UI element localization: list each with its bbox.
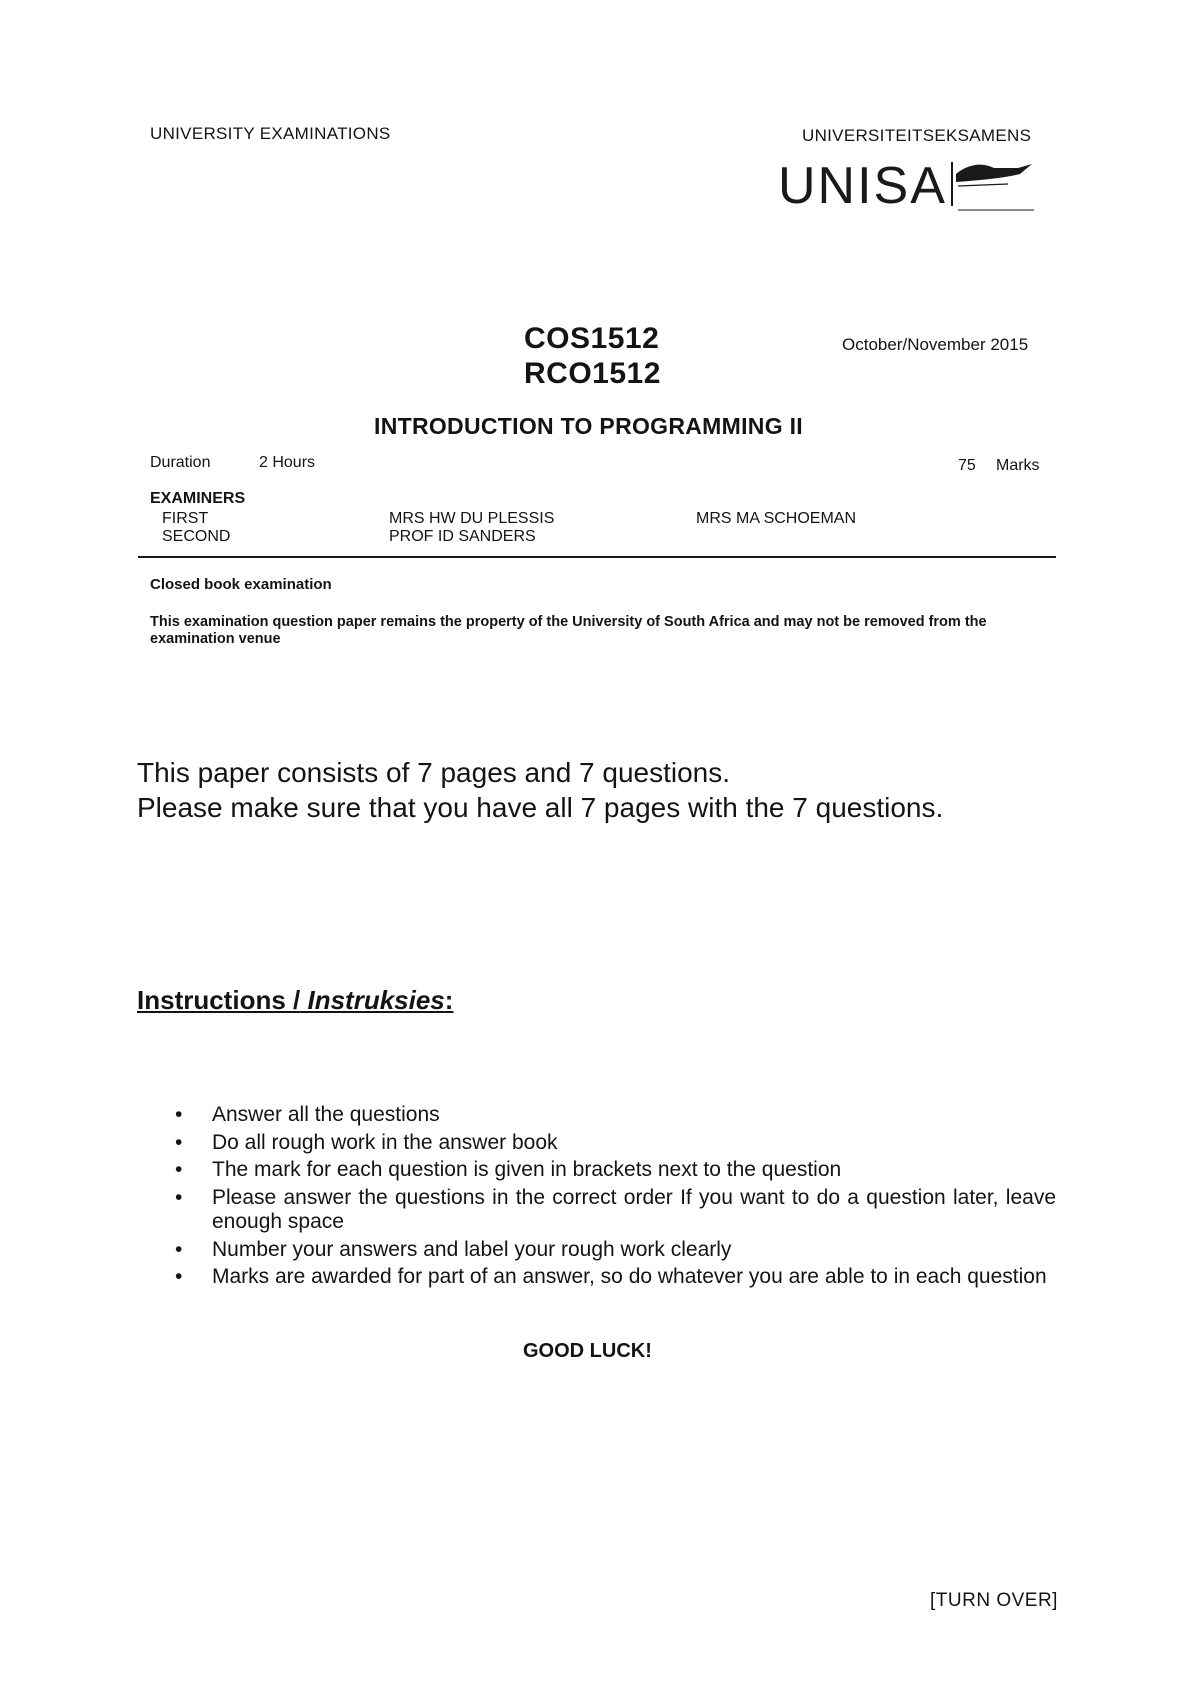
- list-item-text: Marks are awarded for part of an answer, so do whatever you are able to in each question: [212, 1265, 1047, 1288]
- list-item: [170, 1103, 1056, 1128]
- first-examiner-name: MRS MA SCHOEMAN: [696, 510, 857, 527]
- bullet-icon: •: [175, 1185, 183, 1209]
- duration-value: 2 Hours: [259, 454, 316, 471]
- turn-over-footer: [TURN OVER]: [930, 1590, 1058, 1611]
- marks-label: Marks: [996, 457, 1040, 474]
- list-item: [170, 1158, 1056, 1183]
- list-item-text: Number your answers and label your rough work clearly: [212, 1237, 732, 1261]
- examiner-first-label: FIRST: [162, 510, 209, 527]
- logo-emblem-icon: [948, 160, 1036, 220]
- instructions-list: [170, 1103, 1056, 1293]
- good-luck-message: GOOD LUCK!: [523, 1340, 652, 1362]
- marks-value: 75: [958, 457, 976, 474]
- property-notice: This examination question paper remains the property of the University of South Africa and may not be removed from the examination venue: [150, 614, 987, 647]
- instructions-heading-af: Instruksies: [307, 985, 445, 1015]
- bullet-icon: •: [175, 1103, 183, 1126]
- bullet-icon: •: [175, 1158, 183, 1181]
- closed-book-notice: Closed book examination: [150, 576, 332, 593]
- instructions-heading-en: Instructions /: [137, 985, 301, 1015]
- list-item: [170, 1265, 1056, 1290]
- subject-title: INTRODUCTION TO PROGRAMMING II: [374, 413, 803, 439]
- unisa-logo: [778, 157, 1038, 226]
- bullet-icon: •: [175, 1237, 183, 1261]
- course-code-secondary: RCO1512: [524, 357, 661, 390]
- header-right-title: UNIVERSITEITSEKSAMENS: [802, 126, 1032, 145]
- list-item-text: Answer all the questions: [212, 1103, 440, 1126]
- course-code-primary: COS1512: [524, 322, 660, 355]
- paper-summary-line: This paper consists of 7 pages and 7 questions.: [137, 757, 731, 788]
- list-item: [170, 1186, 1056, 1235]
- list-item: [170, 1238, 1056, 1263]
- duration-label: Duration: [150, 454, 211, 471]
- instructions-heading-colon: :: [444, 985, 454, 1015]
- bullet-icon: •: [175, 1130, 183, 1154]
- list-item-text: Do all rough work in the answer book: [212, 1130, 558, 1154]
- examiner-second-label: SECOND: [162, 528, 231, 545]
- logo-wordmark: UNISA: [778, 157, 947, 215]
- list-item-text: Please answer the questions in the correct order If you want to do a question later, leave enough space: [212, 1185, 1056, 1233]
- list-item: [170, 1131, 1056, 1156]
- header-divider: [138, 556, 1056, 558]
- exam-date: October/November 2015: [842, 335, 1029, 354]
- bullet-icon: •: [175, 1265, 183, 1288]
- second-examiner-name: PROF ID SANDERS: [389, 528, 536, 545]
- instructions-heading: [137, 985, 453, 1016]
- examiners-heading: EXAMINERS: [150, 490, 246, 507]
- list-item-text: The mark for each question is given in brackets next to the question: [212, 1158, 842, 1181]
- paper-summary-line: Please make sure that you have all 7 pages with the 7 questions.: [137, 792, 944, 823]
- header-left-title: UNIVERSITY EXAMINATIONS: [150, 124, 391, 143]
- first-examiner-name: MRS HW DU PLESSIS: [389, 510, 555, 527]
